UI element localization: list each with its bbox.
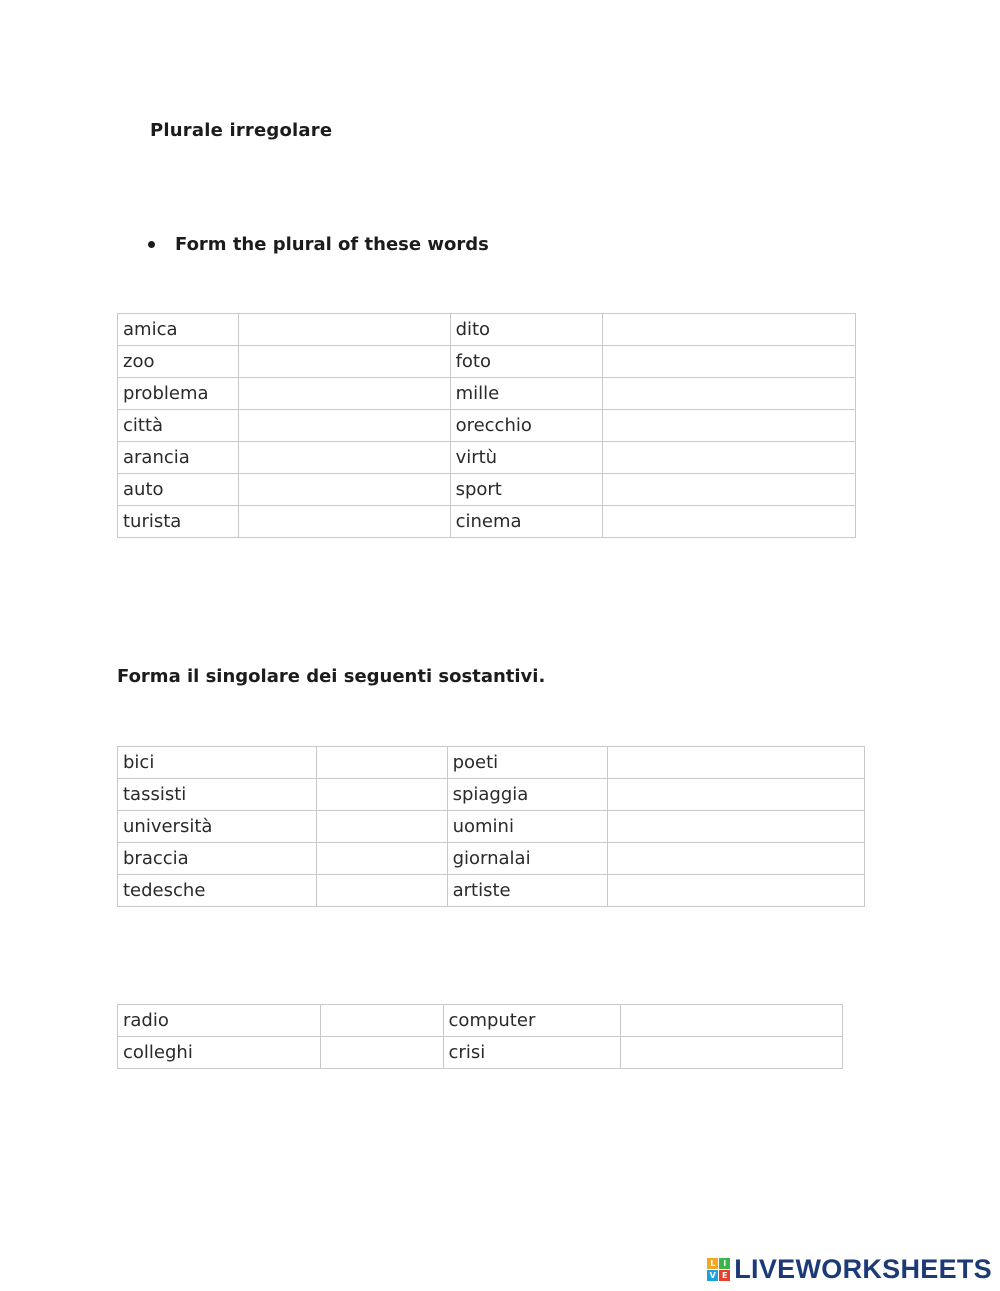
answer-field[interactable]	[238, 442, 450, 474]
word-cell: artiste	[447, 875, 608, 907]
word-cell: turista	[118, 506, 239, 538]
word-cell: tedesche	[118, 875, 317, 907]
answer-field[interactable]	[608, 779, 865, 811]
answer-field[interactable]	[608, 747, 865, 779]
word-cell: orecchio	[450, 410, 603, 442]
table-row	[118, 378, 856, 410]
logo-squares-icon	[707, 1258, 730, 1281]
word-cell: sport	[450, 474, 603, 506]
answer-field[interactable]	[316, 747, 447, 779]
answer-field[interactable]	[621, 1005, 843, 1037]
word-cell: amica	[118, 314, 239, 346]
bullet-icon	[148, 241, 155, 248]
logo-square: E	[719, 1270, 730, 1281]
logo-square: I	[719, 1258, 730, 1269]
answer-field[interactable]	[603, 410, 856, 442]
plural-exercise-table	[117, 313, 856, 538]
answer-field[interactable]	[608, 875, 865, 907]
answer-field[interactable]	[238, 410, 450, 442]
instruction-plural	[148, 234, 489, 255]
answer-field[interactable]	[320, 1005, 443, 1037]
table-row	[118, 346, 856, 378]
word-cell: mille	[450, 378, 603, 410]
answer-field[interactable]	[238, 346, 450, 378]
answer-field[interactable]	[238, 506, 450, 538]
word-cell: città	[118, 410, 239, 442]
answer-field[interactable]	[603, 346, 856, 378]
logo-text: LIVEWORKSHEETS	[734, 1254, 992, 1284]
table-row	[118, 843, 865, 875]
word-cell: auto	[118, 474, 239, 506]
table-row	[118, 1005, 843, 1037]
word-cell: bici	[118, 747, 317, 779]
extra-exercise-table	[117, 1004, 843, 1069]
table-row	[118, 410, 856, 442]
word-cell: foto	[450, 346, 603, 378]
word-cell: braccia	[118, 843, 317, 875]
logo-square: L	[707, 1258, 718, 1269]
word-cell: tassisti	[118, 779, 317, 811]
word-cell: radio	[118, 1005, 321, 1037]
answer-field[interactable]	[621, 1037, 843, 1069]
word-cell: zoo	[118, 346, 239, 378]
word-cell: poeti	[447, 747, 608, 779]
word-cell: virtù	[450, 442, 603, 474]
answer-field[interactable]	[603, 314, 856, 346]
answer-field[interactable]	[603, 442, 856, 474]
page-title: Plurale irregolare	[150, 120, 333, 141]
word-cell: computer	[443, 1005, 621, 1037]
word-cell: colleghi	[118, 1037, 321, 1069]
word-cell: università	[118, 811, 317, 843]
table-row	[118, 506, 856, 538]
answer-field[interactable]	[603, 378, 856, 410]
answer-field[interactable]	[316, 875, 447, 907]
answer-field[interactable]	[316, 811, 447, 843]
table-row	[118, 779, 865, 811]
word-cell: crisi	[443, 1037, 621, 1069]
instruction-plural-text: Form the plural of these words	[175, 234, 489, 255]
word-cell: uomini	[447, 811, 608, 843]
table-row	[118, 474, 856, 506]
word-cell: dito	[450, 314, 603, 346]
answer-field[interactable]	[608, 811, 865, 843]
answer-field[interactable]	[238, 474, 450, 506]
answer-field[interactable]	[316, 779, 447, 811]
singular-exercise-table	[117, 746, 865, 907]
table-row	[118, 811, 865, 843]
liveworksheets-logo	[707, 1254, 992, 1285]
answer-field[interactable]	[316, 843, 447, 875]
answer-field[interactable]	[608, 843, 865, 875]
table-row	[118, 747, 865, 779]
word-cell: cinema	[450, 506, 603, 538]
word-cell: giornalai	[447, 843, 608, 875]
table-row	[118, 442, 856, 474]
word-cell: problema	[118, 378, 239, 410]
answer-field[interactable]	[320, 1037, 443, 1069]
answer-field[interactable]	[238, 378, 450, 410]
answer-field[interactable]	[238, 314, 450, 346]
answer-field[interactable]	[603, 506, 856, 538]
table-row	[118, 875, 865, 907]
word-cell: spiaggia	[447, 779, 608, 811]
table-row	[118, 1037, 843, 1069]
instruction-singular: Forma il singolare dei seguenti sostantivi.	[117, 666, 546, 687]
logo-square: V	[707, 1270, 718, 1281]
answer-field[interactable]	[603, 474, 856, 506]
word-cell: arancia	[118, 442, 239, 474]
table-row	[118, 314, 856, 346]
